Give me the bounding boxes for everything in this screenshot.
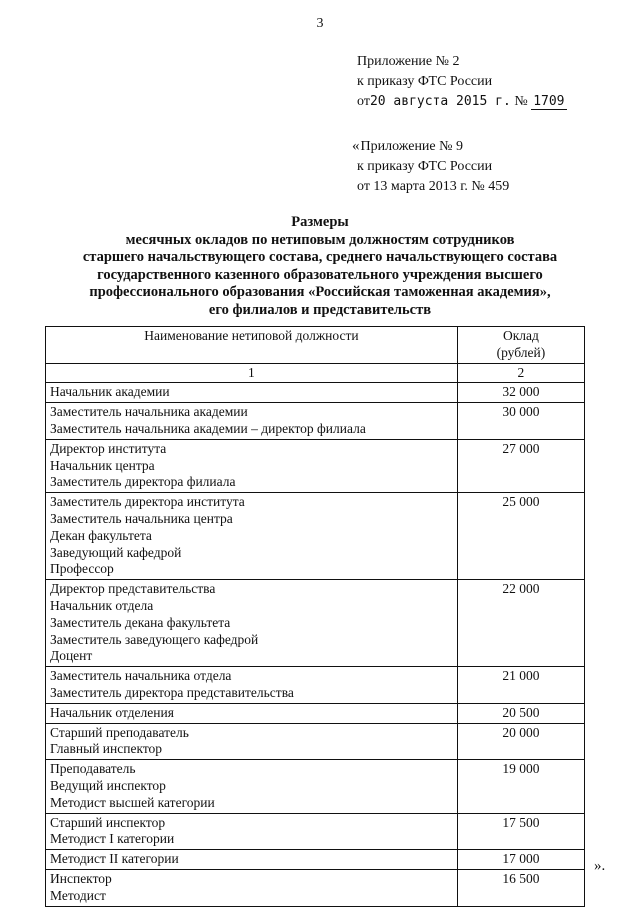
salary-value: 19 000 xyxy=(457,760,584,813)
table-row xyxy=(46,493,585,580)
title-line: профессионального образования «Российская таможенная академия», xyxy=(89,284,551,300)
title-line: месячных окладов по нетиповым должностям сотрудников xyxy=(125,231,515,248)
position-name: Методист xyxy=(50,887,106,903)
position-name: Заместитель декана факультета xyxy=(50,614,231,630)
salary-value: 30 000 xyxy=(457,403,584,440)
position-name: Преподаватель xyxy=(50,761,136,777)
salary-value: 17 500 xyxy=(457,813,584,850)
position-name: Старший инспектор xyxy=(50,814,166,830)
position-cell xyxy=(46,869,458,906)
position-name: Заместитель заведующего кафедрой xyxy=(50,631,259,647)
appendix-new-order-ref: к приказу ФТС России xyxy=(357,74,493,89)
position-name: Главный инспектор xyxy=(50,741,163,757)
header-salary xyxy=(457,327,584,364)
position-name: Директор института xyxy=(50,440,167,456)
position-cell xyxy=(46,493,458,580)
salary-value: 32 000 xyxy=(457,383,584,403)
table-row xyxy=(46,580,585,667)
table-header-row xyxy=(46,327,585,364)
position-cell xyxy=(46,383,458,403)
position-name: Заместитель начальника академии xyxy=(50,404,248,420)
appendix-old-title: Приложение № 9 xyxy=(360,139,463,154)
salary-value: 16 500 xyxy=(457,869,584,906)
position-name: Инспектор xyxy=(50,870,112,886)
table-row xyxy=(46,439,585,492)
header-salary-line2: (рублей) xyxy=(496,344,546,360)
title-line: его филиалов и представительств xyxy=(208,301,432,318)
table-row xyxy=(46,403,585,440)
date-filled: 20 августа 2015 г. xyxy=(369,94,511,109)
position-name: Профессор xyxy=(50,561,114,577)
position-name: Заместитель директора представительства xyxy=(50,684,294,700)
closing-quote: ». xyxy=(594,858,606,874)
position-name: Заместитель начальника отдела xyxy=(50,668,232,684)
column-number-2: 2 xyxy=(457,363,584,383)
position-name: Заместитель директора филиала xyxy=(50,474,236,490)
salary-value: 22 000 xyxy=(457,580,584,667)
number-prefix: № xyxy=(510,94,532,109)
header-position-name: Наименование нетиповой должности xyxy=(46,327,458,364)
table-row xyxy=(46,813,585,850)
page-number: 3 xyxy=(316,16,324,31)
position-name: Ведущий инспектор xyxy=(50,777,166,793)
salary-value: 27 000 xyxy=(457,439,584,492)
salary-value: 17 000 xyxy=(457,850,584,870)
appendix-old-order-ref: к приказу ФТС России xyxy=(357,159,493,174)
position-name: Методист I категории xyxy=(50,831,175,847)
salary-value: 20 000 xyxy=(457,723,584,760)
title-line: старшего начальствующего состава, среднего начальствующего состава xyxy=(82,249,558,265)
position-cell xyxy=(46,703,458,723)
appendix-new-title: Приложение № 2 xyxy=(357,54,460,69)
position-cell xyxy=(46,667,458,704)
number-filled: 1709 xyxy=(533,94,565,109)
table-row xyxy=(46,667,585,704)
appendix-new-header xyxy=(357,52,567,112)
appendix-old-header xyxy=(352,136,509,197)
position-name: Декан факультета xyxy=(50,527,152,543)
position-name: Начальник отдела xyxy=(50,597,154,613)
position-name: Начальник отделения xyxy=(50,704,174,720)
table-row xyxy=(46,760,585,813)
column-number-1: 1 xyxy=(46,363,458,383)
position-cell xyxy=(46,580,458,667)
position-name: Начальник центра xyxy=(50,457,155,473)
position-cell xyxy=(46,439,458,492)
date-prefix: от xyxy=(357,94,370,109)
position-name: Методист высшей категории xyxy=(50,794,215,810)
opening-quote: « xyxy=(352,138,360,154)
position-name: Заведующий кафедрой xyxy=(50,544,182,560)
table-row xyxy=(46,383,585,403)
document-title xyxy=(0,214,640,319)
column-number-row xyxy=(46,363,585,383)
appendix-new-date-line xyxy=(357,92,567,112)
title-line: государственного казенного образовательного учреждения высшего xyxy=(97,266,543,283)
salary-table xyxy=(45,326,585,907)
header-salary-line1: Оклад xyxy=(502,328,539,343)
position-name: Старший преподаватель xyxy=(50,724,189,740)
appendix-old-title-line xyxy=(352,136,509,157)
salary-value: 20 500 xyxy=(457,703,584,723)
position-cell xyxy=(46,403,458,440)
table-body xyxy=(46,383,585,906)
table-row xyxy=(46,850,585,870)
position-name: Начальник академии xyxy=(50,384,170,400)
position-name: Заместитель директора института xyxy=(50,494,245,510)
table-row xyxy=(46,723,585,760)
position-name: Директор представительства xyxy=(50,581,216,597)
salary-value: 21 000 xyxy=(457,667,584,704)
table-row xyxy=(46,869,585,906)
position-name: Заместитель начальника центра xyxy=(50,510,233,526)
appendix-old-date-line: от 13 марта 2013 г. № 459 xyxy=(357,179,510,194)
title-line: Размеры xyxy=(291,214,349,230)
position-cell xyxy=(46,723,458,760)
table-row xyxy=(46,703,585,723)
position-cell xyxy=(46,850,458,870)
position-cell xyxy=(46,760,458,813)
position-name: Методист II категории xyxy=(50,851,179,867)
position-name: Заместитель начальника академии – директор филиала xyxy=(50,420,366,436)
salary-value: 25 000 xyxy=(457,493,584,580)
position-name: Доцент xyxy=(50,648,93,664)
position-cell xyxy=(46,813,458,850)
